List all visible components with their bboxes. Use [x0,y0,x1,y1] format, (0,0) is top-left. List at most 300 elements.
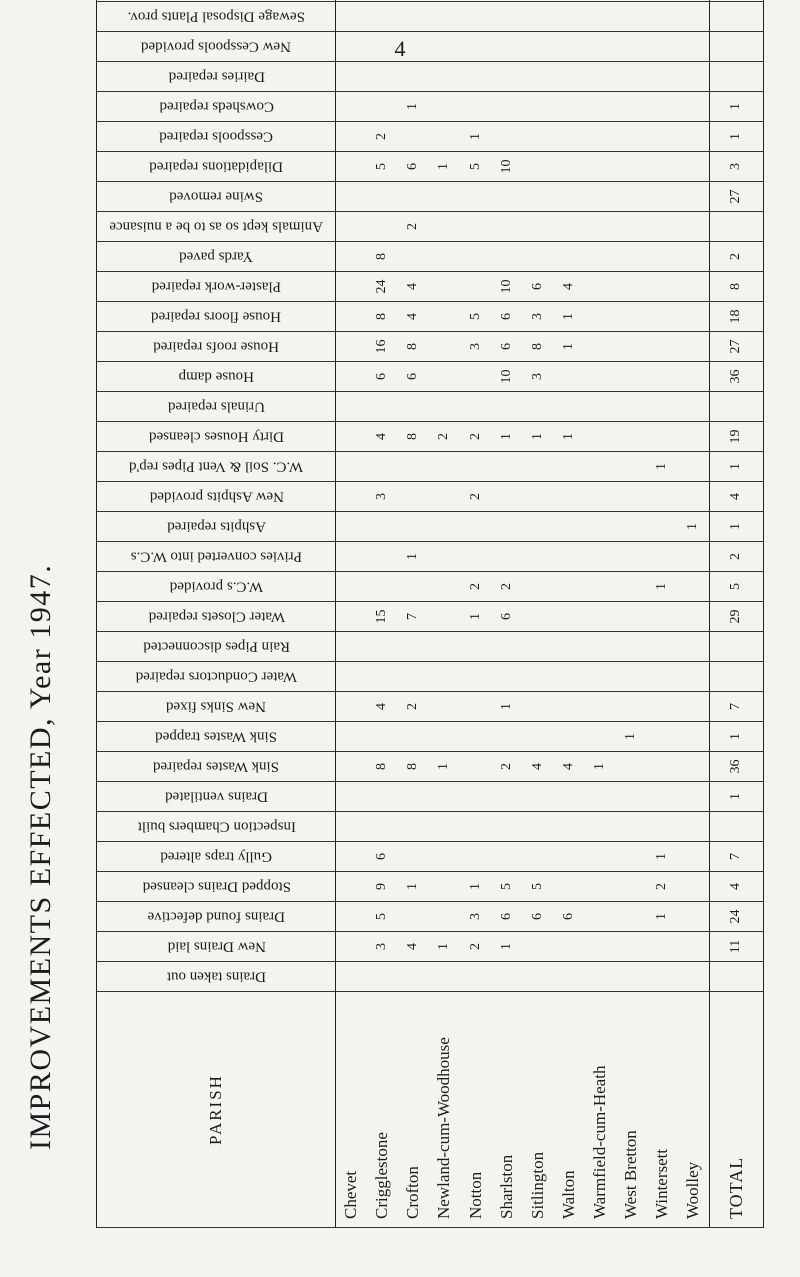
table-cell [336,122,367,152]
table-cell [647,62,678,92]
table-cell: 5 [522,872,553,902]
table-cell [460,662,491,692]
column-header: Drains taken out [97,962,336,992]
table-cell [616,32,647,62]
table-cell: 1 [553,302,584,332]
table-cell [585,512,616,542]
table-cell [647,932,678,962]
table-cell [522,392,553,422]
table-cell [398,782,429,812]
table-cell: 1 [585,752,616,782]
total-cell: 2 [709,542,763,572]
total-cell: 19 [709,422,763,452]
table-cell [585,452,616,482]
table-cell [585,32,616,62]
table-cell: 4 [398,932,429,962]
table-cell [616,452,647,482]
table-cell: 10 [491,362,522,392]
parish-name: Sitlington [522,992,553,1228]
table-cell [553,152,584,182]
table-cell [616,482,647,512]
table-cell [336,2,367,32]
table-cell [336,482,367,512]
column-header: Inspection Chambers built [97,812,336,842]
table-cell: 6 [367,362,398,392]
column-header: Urinals repaired [97,392,336,422]
column-header: Gully traps altered [97,842,336,872]
column-header: Sink Wastes trapped [97,722,336,752]
table-cell: 6 [491,902,522,932]
table-cell [522,452,553,482]
total-cell: 27 [709,182,763,212]
column-header: Dirty Houses cleansed [97,422,336,452]
table-cell [585,422,616,452]
table-cell [367,32,398,62]
table-cell [553,0,584,2]
table-cell [429,242,460,272]
table-cell [553,92,584,122]
table-cell [553,392,584,422]
table-cell [398,962,429,992]
table-cell [336,872,367,902]
table-cell: 3 [460,332,491,362]
table-cell [398,122,429,152]
column-header: Swine removed [97,182,336,212]
table-cell: 4 [522,752,553,782]
table-cell [429,632,460,662]
table-cell [336,152,367,182]
column-header: New Sinks fixed [97,692,336,722]
table-cell [678,542,709,572]
table-cell [522,2,553,32]
table-cell [522,662,553,692]
table-cell: 5 [460,302,491,332]
table-cell: 1 [522,422,553,452]
table-cell: 2 [491,752,522,782]
parish-name: Wintersett [647,992,678,1228]
total-cell [709,812,763,842]
table-cell [616,152,647,182]
table-cell: 2 [460,482,491,512]
table-cell [585,962,616,992]
table-cell [647,0,678,2]
table-cell: 16 [367,332,398,362]
total-cell: 8 [709,272,763,302]
table-row [553,0,584,1228]
table-cell [336,632,367,662]
table-cell [616,0,647,2]
table-cell [336,782,367,812]
column-header: Privies converted into W.C.s [97,542,336,572]
parish-name: Crigglestone [367,992,398,1228]
table-cell: 4 [398,302,429,332]
parish-name: Woolley [678,992,709,1228]
table-cell: 5 [460,152,491,182]
table-cell [522,932,553,962]
table-cell [553,2,584,32]
table-cell [460,632,491,662]
table-cell [678,2,709,32]
table-cell [522,572,553,602]
table-row [429,0,460,1228]
table-cell: 4 [367,692,398,722]
table-cell: 1 [491,692,522,722]
table-cell [678,0,709,2]
table-cell: 1 [491,422,522,452]
table-cell [616,812,647,842]
table-cell [398,482,429,512]
table-cell: 5 [367,152,398,182]
table-cell [429,572,460,602]
table-cell [616,182,647,212]
table-cell: 3 [367,932,398,962]
page-title: IMPROVEMENTS EFFECTED, Year 1947. [24,563,57,1150]
table-cell [616,212,647,242]
table-cell [491,512,522,542]
table-cell [522,722,553,752]
table-cell: 8 [398,752,429,782]
parish-name: Crofton [398,992,429,1228]
table-cell [585,392,616,422]
table-cell [429,722,460,752]
table-cell [336,812,367,842]
table-cell [336,182,367,212]
table-cell: 3 [522,302,553,332]
table-cell [678,842,709,872]
table-cell [398,32,429,62]
table-cell [585,212,616,242]
table-cell [460,512,491,542]
total-label: TOTAL [709,992,763,1228]
table-cell: 1 [678,512,709,542]
table-cell [522,812,553,842]
table-cell [336,272,367,302]
table-cell: 1 [429,152,460,182]
table-cell [460,842,491,872]
table-cell [491,542,522,572]
column-header: Drains found defective [97,902,336,932]
table-cell [522,842,553,872]
table-cell [460,962,491,992]
table-cell [336,92,367,122]
table-cell [585,332,616,362]
table-cell [491,2,522,32]
table-cell: 8 [367,302,398,332]
table-cell [585,242,616,272]
table-cell [553,932,584,962]
table-cell [553,62,584,92]
table-cell: 2 [647,872,678,902]
table-cell [398,392,429,422]
table-cell [522,182,553,212]
total-cell: 7 [709,692,763,722]
table-cell: 1 [460,122,491,152]
table-cell [553,182,584,212]
total-cell: 7 [709,842,763,872]
table-cell [616,692,647,722]
table-cell [678,32,709,62]
table-cell [336,242,367,272]
table-cell: 3 [367,482,398,512]
table-cell: 15 [367,602,398,632]
improvements-table-rotated [96,9,764,1228]
table-cell: 1 [398,92,429,122]
table-cell [398,902,429,932]
table-row [367,0,398,1228]
table-cell [367,62,398,92]
table-cell [585,842,616,872]
table-cell: 6 [398,362,429,392]
table-cell [647,782,678,812]
table-cell [460,362,491,392]
table-cell: 8 [398,332,429,362]
table-cell [491,812,522,842]
table-cell [336,602,367,632]
table-cell: 8 [398,422,429,452]
column-header: House floors repaired [97,302,336,332]
table-cell [553,812,584,842]
table-cell [491,182,522,212]
table-cell [336,722,367,752]
table-cell [522,542,553,572]
table-cell: 2 [460,422,491,452]
table-cell: 6 [553,902,584,932]
table-cell [647,722,678,752]
table-cell [585,782,616,812]
table-cell [678,572,709,602]
table-cell [522,0,553,2]
table-cell [367,512,398,542]
table-cell [553,212,584,242]
table-cell [616,962,647,992]
table-cell [522,92,553,122]
table-cell [460,782,491,812]
table-cell [585,692,616,722]
table-cell [678,602,709,632]
table-cell [429,392,460,422]
table-cell [491,482,522,512]
table-cell: 1 [553,422,584,452]
table-cell [616,122,647,152]
column-header: New Drains laid [97,932,336,962]
parish-name: Sharlston [491,992,522,1228]
table-cell [647,302,678,332]
table-cell [491,0,522,2]
table-cell [616,902,647,932]
table-cell [336,752,367,782]
table-cell [336,842,367,872]
table-cell: 24 [367,272,398,302]
table-cell: 2 [398,212,429,242]
table-cell: 2 [491,572,522,602]
table-cell [553,362,584,392]
table-cell [616,842,647,872]
table-row [616,0,647,1228]
table-cell: 2 [367,122,398,152]
table-cell [429,182,460,212]
table-cell: 6 [522,902,553,932]
table-cell [367,182,398,212]
table-cell [398,632,429,662]
improvements-table [96,0,764,1228]
column-header: Sewage Disposal Plants prov. [97,2,336,32]
table-cell [647,752,678,782]
table-cell [429,62,460,92]
table-cell: 7 [398,602,429,632]
table-cell [678,782,709,812]
table-cell [336,32,367,62]
table-cell [398,62,429,92]
parish-name: Chevet [336,992,367,1228]
table-cell [678,902,709,932]
table-cell [460,92,491,122]
table-cell [398,182,429,212]
table-cell [460,452,491,482]
table-row [460,0,491,1228]
table-cell [678,212,709,242]
total-cell: 29 [709,602,763,632]
table-cell [336,212,367,242]
table-cell [491,242,522,272]
table-cell: 1 [460,602,491,632]
table-cell [367,542,398,572]
table-cell [678,812,709,842]
table-cell [678,422,709,452]
table-cell [460,62,491,92]
table-cell [585,632,616,662]
table-cell: 4 [398,272,429,302]
table-cell [585,152,616,182]
table-cell [616,632,647,662]
table-cell [585,0,616,2]
table-cell [429,842,460,872]
total-cell [709,392,763,422]
table-cell [429,0,460,2]
parish-column-header: PARISH [97,992,336,1228]
table-cell [398,572,429,602]
table-cell [522,632,553,662]
table-cell [647,242,678,272]
table-cell [367,722,398,752]
table-cell [647,92,678,122]
table-cell [398,242,429,272]
table-cell [429,782,460,812]
table-cell [647,542,678,572]
table-cell [585,572,616,602]
total-cell: 27 [709,332,763,362]
table-cell [367,962,398,992]
column-header: Yards paved [97,242,336,272]
table-cell [336,0,367,2]
table-cell: 6 [491,302,522,332]
table-cell [647,662,678,692]
table-cell [398,2,429,32]
table-cell [585,812,616,842]
table-cell [647,332,678,362]
table-cell [336,662,367,692]
parish-name: Warmfield-cum-Heath [585,992,616,1228]
table-cell [367,452,398,482]
table-cell [585,92,616,122]
table-cell [616,302,647,332]
table-cell [616,872,647,902]
parish-name: Notton [460,992,491,1228]
table-cell [336,362,367,392]
total-cell [709,662,763,692]
column-header: Drains ventilated [97,782,336,812]
table-cell [553,782,584,812]
table-cell [367,392,398,422]
table-cell [336,692,367,722]
total-cell: 1 [709,92,763,122]
table-cell [616,932,647,962]
table-row [336,0,367,1228]
table-cell: 5 [491,872,522,902]
table-cell [647,812,678,842]
table-cell [553,452,584,482]
table-cell: 1 [429,752,460,782]
column-header: Water Closets repaired [97,602,336,632]
table-cell [553,662,584,692]
total-cell: 36 [709,752,763,782]
table-cell: 3 [522,362,553,392]
table-cell [616,92,647,122]
table-cell [398,512,429,542]
table-cell [398,662,429,692]
table-cell [460,2,491,32]
column-header: Stopped Drains cleansed [97,872,336,902]
table-cell: 1 [647,572,678,602]
table-cell [616,782,647,812]
table-cell [553,692,584,722]
table-cell [678,272,709,302]
table-cell [522,32,553,62]
table-cell [398,452,429,482]
table-cell [429,332,460,362]
total-cell: 4 [709,872,763,902]
table-cell: 1 [491,932,522,962]
table-cell [647,512,678,542]
table-cell [678,122,709,152]
table-cell [616,392,647,422]
table-cell [678,92,709,122]
table-cell [491,122,522,152]
table-cell [678,692,709,722]
page-number: 4 [394,36,406,61]
table-cell: 1 [398,542,429,572]
table-cell: 1 [647,842,678,872]
table-cell [367,812,398,842]
table-cell [522,512,553,542]
table-cell [522,602,553,632]
table-cell [678,452,709,482]
table-cell [460,242,491,272]
table-cell [522,212,553,242]
total-cell: 1 [709,722,763,752]
table-cell [522,692,553,722]
table-cell: 2 [398,692,429,722]
column-header: New Ashpits provided [97,482,336,512]
parish-name: West Bretton [616,992,647,1228]
table-cell [460,272,491,302]
improvements-table-frame [96,9,764,1228]
table-row [647,0,678,1228]
table-cell [336,62,367,92]
table-cell: 4 [553,272,584,302]
table-cell [429,362,460,392]
column-header: Cesspools repaired [97,122,336,152]
total-cell: 1 [709,122,763,152]
